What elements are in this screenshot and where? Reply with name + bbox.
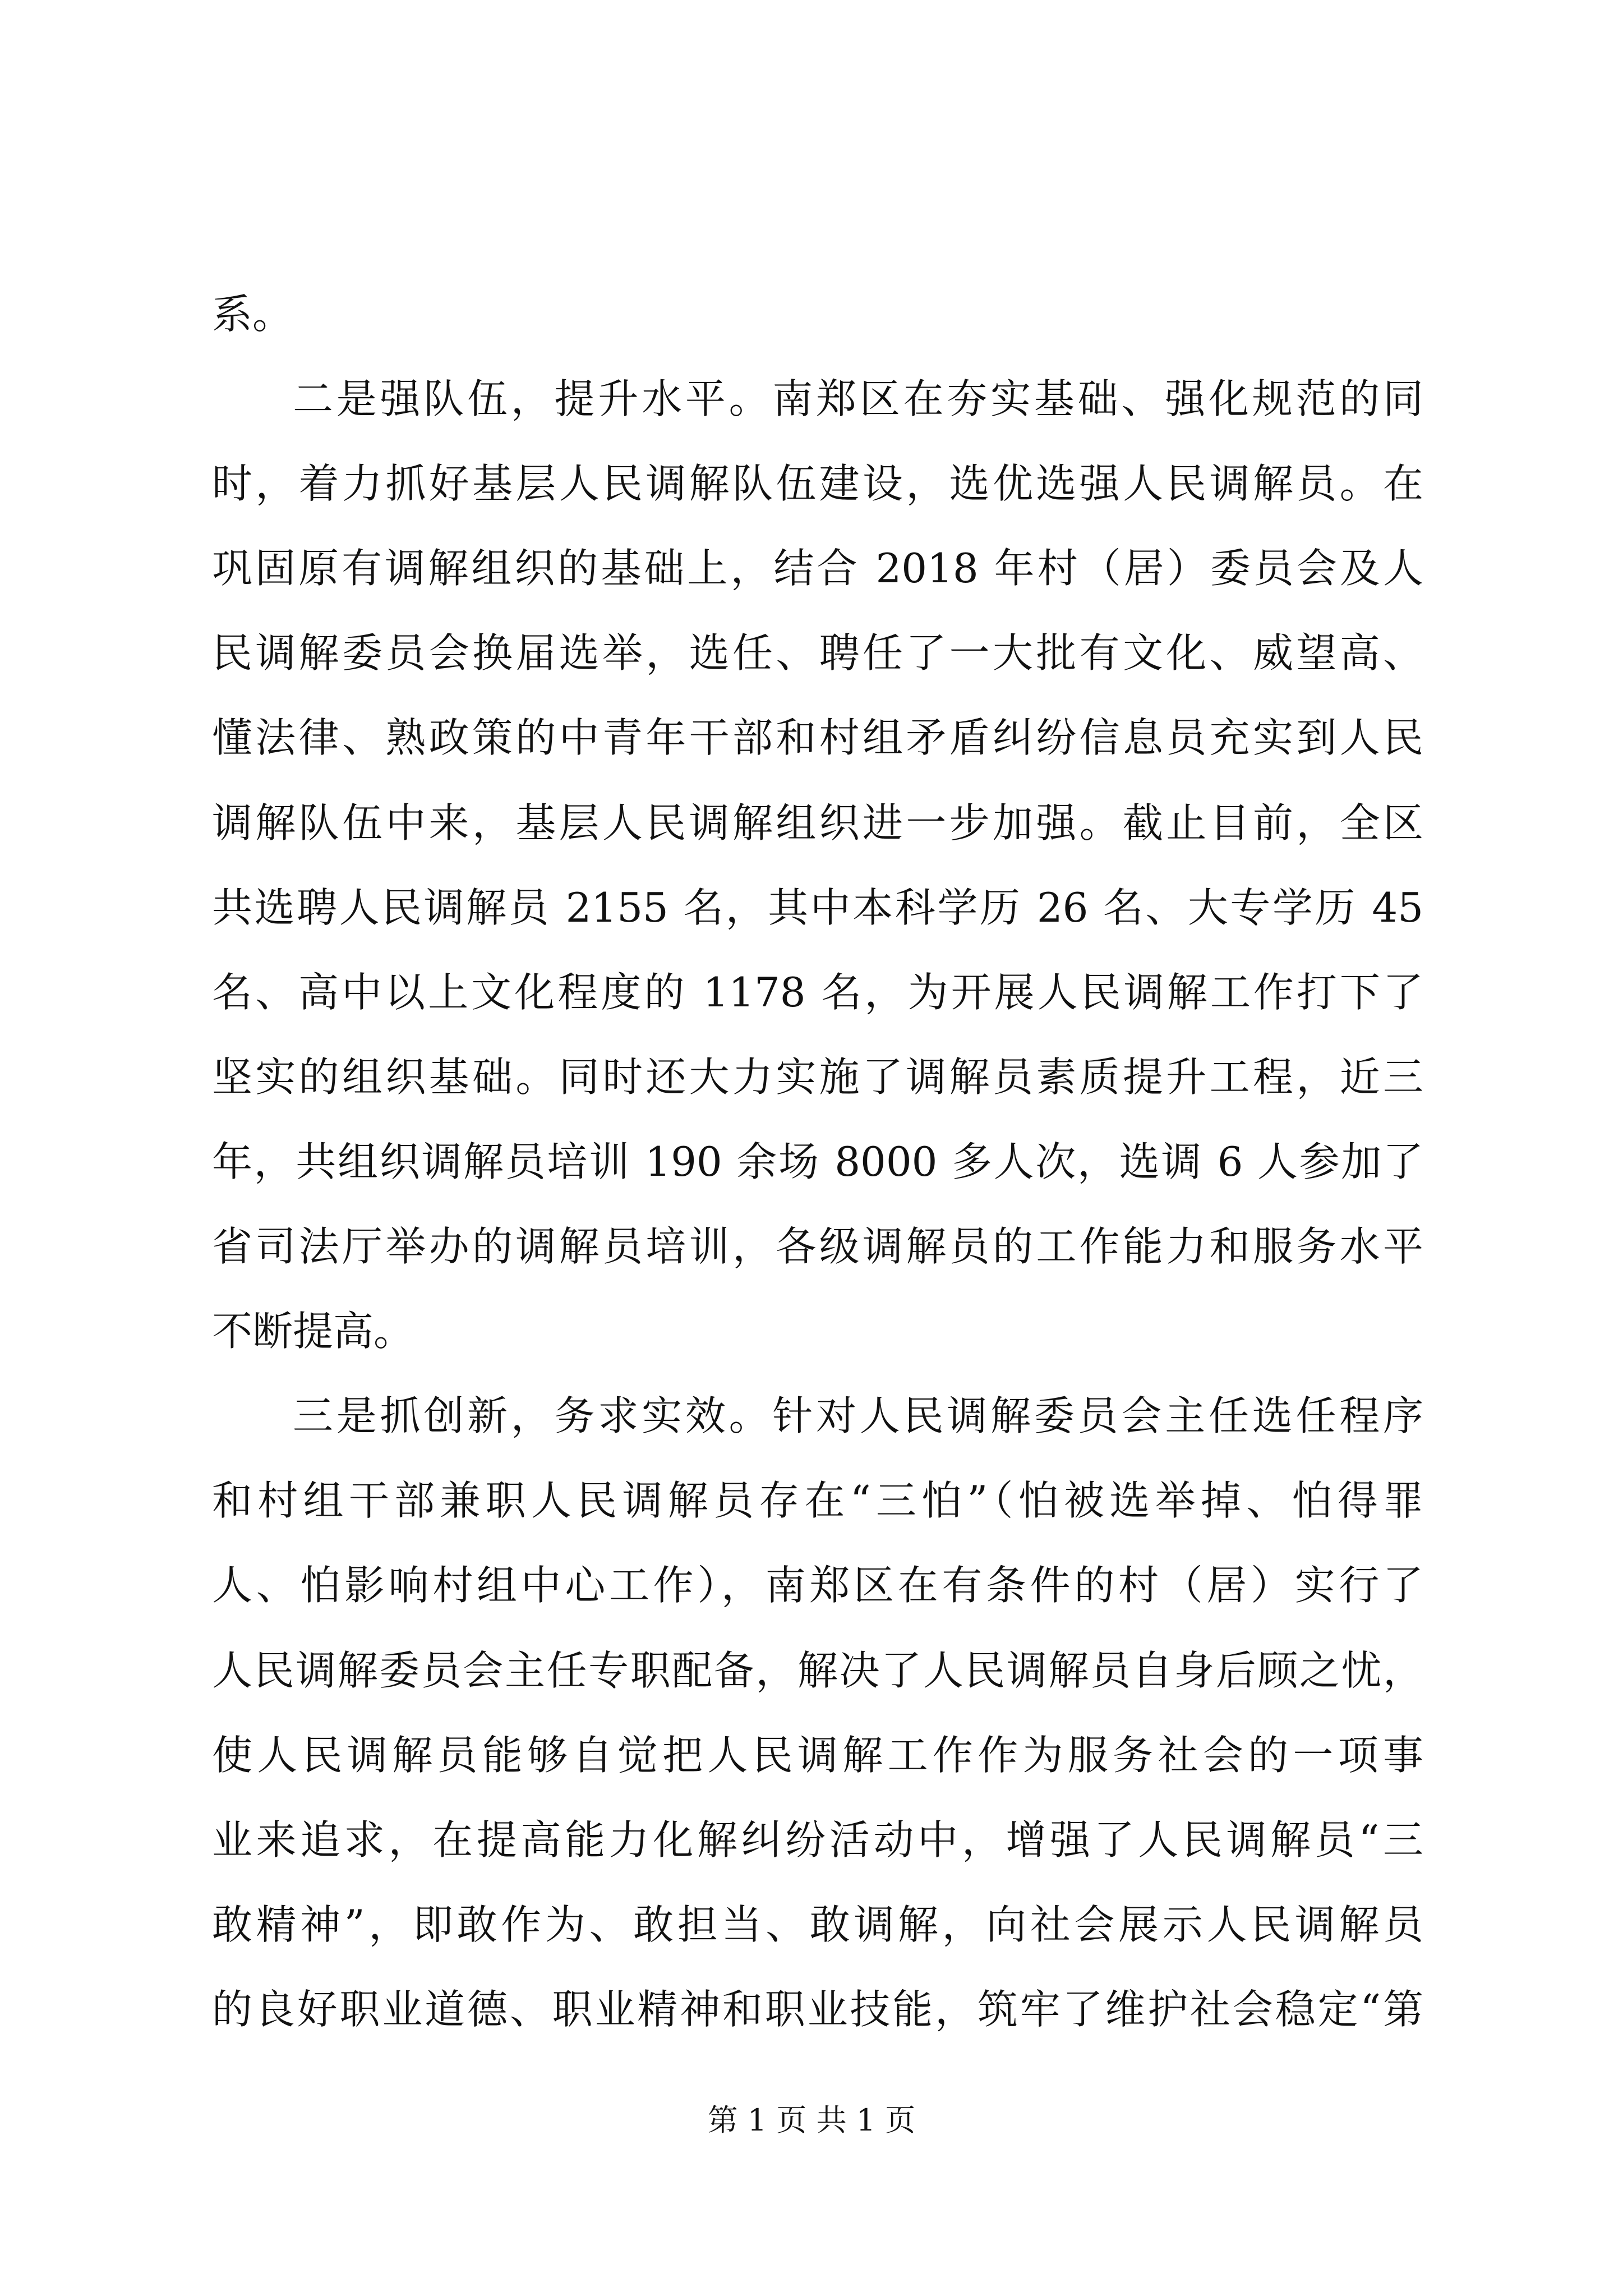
text-line: 业来追求，在提高能力化解纠纷活动中，增强了人民调解员“三 <box>212 1816 1423 1864</box>
text-line: 年，共组织调解员培训 190 余场 8000 多人次，选调 6 人参加了 <box>212 1138 1423 1185</box>
text-line: 不断提高。 <box>212 1308 414 1355</box>
text-line: 的良好职业道德、职业精神和职业技能，筑牢了维护社会稳定“第 <box>212 1986 1423 2033</box>
text-line: 和村组干部兼职人民调解员存在“三怕”（怕被选举掉、怕得罪 <box>212 1477 1423 1524</box>
text-line: 共选聘人民调解员 2155 名，其中本科学历 26 名、大专学历 45 <box>212 884 1423 931</box>
text-line: 名、高中以上文化程度的 1178 名，为开展人民调解工作打下了 <box>212 969 1423 1016</box>
text-line: 坚实的组织基础。同时还大力实施了调解员素质提升工程，近三 <box>212 1053 1423 1101</box>
text-line: 民调解委员会换届选举，选任、聘任了一大批有文化、威望高、 <box>212 629 1423 677</box>
paragraph-start-line: 三是抓创新，务求实效。针对人民调解委员会主任选任程序 <box>293 1392 1423 1439</box>
text-line: 巩固原有调解组织的基础上，结合 2018 年村（居）委员会及人 <box>212 545 1423 592</box>
text-line: 使人民调解员能够自觉把人民调解工作作为服务社会的一项事 <box>212 1732 1423 1779</box>
paragraph-start-line: 二是强队伍，提升水平。南郑区在夯实基础、强化规范的同 <box>293 375 1423 422</box>
text-line: 时，着力抓好基层人民调解队伍建设，选优选强人民调解员。在 <box>212 460 1423 507</box>
text-line: 省司法厅举办的调解员培训，各级调解员的工作能力和服务水平 <box>212 1223 1423 1270</box>
text-line: 系。 <box>212 291 293 338</box>
text-line: 人、怕影响村组中心工作），南郑区在有条件的村（居）实行了 <box>212 1562 1423 1609</box>
text-line: 懂法律、熟政策的中青年干部和村组矛盾纠纷信息员充实到人民 <box>212 714 1423 761</box>
text-line: 敢精神”，即敢作为、敢担当、敢调解，向社会展示人民调解员 <box>212 1901 1423 1948</box>
text-line: 人民调解委员会主任专职配备，解决了人民调解员自身后顾之忧， <box>212 1647 1423 1694</box>
text-line: 调解队伍中来，基层人民调解组织进一步加强。截止目前，全区 <box>212 799 1423 846</box>
page-footer: 第 1 页 共 1 页 <box>707 2102 916 2138</box>
